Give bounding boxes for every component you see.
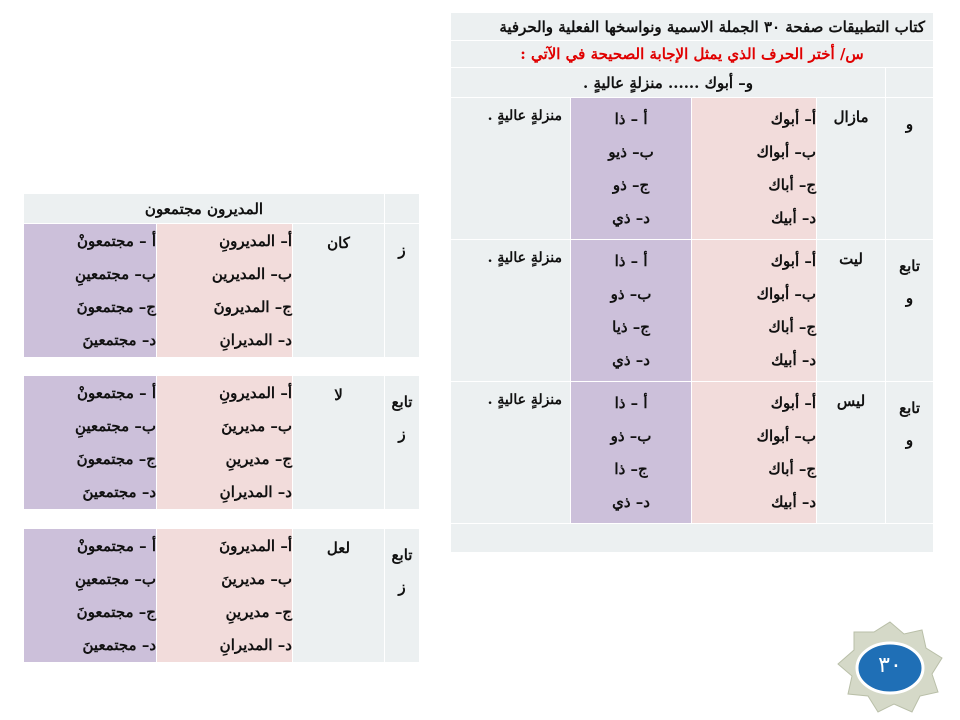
option-b: ب– ذيو — [608, 142, 654, 161]
option-a: د– المديرانِ — [219, 330, 292, 349]
options-predicate-cell — [24, 529, 157, 663]
row-key-cell — [886, 98, 934, 240]
option-a: ب– المديرين — [211, 264, 292, 283]
verb-cell: ليت — [817, 240, 886, 382]
options-dhu-cell — [571, 382, 692, 524]
option-a: ج– أباك — [768, 175, 817, 194]
option-a: د– أبيك — [771, 492, 817, 511]
row-key: ز — [398, 578, 406, 596]
option-a: ب– أبواك — [756, 426, 817, 445]
option-b: أ – ذا — [614, 109, 648, 128]
row-key: تابع — [391, 393, 413, 411]
row-key: و — [905, 431, 914, 449]
option-b: ب– مجتمعينِ — [75, 264, 156, 283]
option-a: ب– أبواك — [756, 142, 817, 161]
option-b: ج– مجتمعونَ — [76, 297, 156, 316]
row-key: تابع — [391, 546, 413, 564]
option-b: ج– ذا — [614, 459, 648, 478]
option-b: د– ذي — [612, 350, 650, 369]
row-key-cell — [385, 224, 420, 358]
option-a: د– أبيك — [771, 208, 817, 227]
option-b: أ – مجتمعونْ — [76, 231, 156, 250]
options-dhu-cell — [571, 98, 692, 240]
option-a: أ– أبوك — [770, 393, 817, 412]
option-a: ج– أباك — [768, 459, 817, 478]
option-b: ج– ذو — [612, 175, 650, 194]
verb-cell: لعل — [293, 529, 385, 663]
options-predicate-cell — [24, 224, 157, 358]
option-b: أ – ذا — [614, 393, 648, 412]
option-b: ب– ذو — [610, 426, 652, 445]
option-b: ج– مجتمعونَ — [76, 449, 156, 468]
option-b: د– مجتمعينَ — [82, 482, 156, 501]
option-b: ج– ذيا — [612, 317, 650, 336]
question-row — [451, 98, 934, 240]
option-a: د– المديرانِ — [219, 635, 292, 654]
row-key: ز — [398, 241, 406, 259]
option-a: ب– مديرينَ — [221, 416, 292, 435]
left-question-table — [23, 223, 420, 358]
options-noun-cell — [692, 382, 817, 524]
option-a: ج– مديرينِ — [225, 602, 292, 621]
main-title: كتاب التطبيقات صفحة ٣٠ الجملة الاسمية ونواسخها الفعلية والحرفية — [451, 13, 934, 41]
row-key: و — [905, 115, 914, 133]
options-noun-cell — [692, 240, 817, 382]
option-a: د– المديرانِ — [219, 482, 292, 501]
footer-empty-row — [451, 524, 934, 553]
left-question-table — [23, 528, 420, 663]
row-key: تابع — [899, 257, 920, 275]
option-b: ب– مجتمعينِ — [75, 416, 156, 435]
option-a: أ– أبوك — [770, 109, 817, 128]
empty-cell — [385, 194, 420, 224]
option-a: د– أبيك — [771, 350, 817, 369]
verb-cell: لا — [293, 376, 385, 510]
main-table — [450, 12, 934, 553]
empty-cell — [886, 68, 934, 98]
verb-cell: كان — [293, 224, 385, 358]
row-key: تابع — [899, 399, 920, 417]
row-key-cell — [886, 382, 934, 524]
options-noun-cell — [692, 98, 817, 240]
left-question-table — [23, 375, 420, 510]
question-row — [451, 382, 934, 524]
option-b: د– ذي — [612, 492, 650, 511]
option-a: ج– مديرينِ — [225, 449, 292, 468]
option-b: د– ذي — [612, 208, 650, 227]
answer-cell: منزلةٍ عاليةٍ . — [451, 382, 571, 524]
option-a: أ– أبوك — [770, 251, 817, 270]
option-b: ج– مجتمعونَ — [76, 602, 156, 621]
options-predicate-cell — [24, 376, 157, 510]
option-b: أ – مجتمعونْ — [76, 536, 156, 555]
row-key: و — [905, 289, 914, 307]
left-header: المديرون مجتمعون — [24, 194, 385, 224]
left-header-table — [23, 193, 420, 224]
option-b: د– مجتمعينَ — [82, 635, 156, 654]
options-subject-cell — [157, 376, 293, 510]
options-subject-cell — [157, 224, 293, 358]
row-key-cell — [385, 376, 420, 510]
row-key: ز — [398, 425, 406, 443]
option-b: ب– مجتمعينِ — [75, 569, 156, 588]
row-key-cell — [385, 529, 420, 663]
option-b: د– مجتمعينَ — [82, 330, 156, 349]
verb-cell: ليس — [817, 382, 886, 524]
question-row — [451, 240, 934, 382]
options-dhu-cell — [571, 240, 692, 382]
question-text: س/ أختر الحرف الذي يمثل الإجابة الصحيحة في الآتي : — [451, 41, 934, 68]
option-a: ج– المديرونَ — [213, 297, 292, 316]
page-number-badge — [834, 620, 946, 714]
option-a: أ– المديرونِ — [219, 383, 292, 402]
option-b: ب– ذو — [610, 284, 652, 303]
option-a: ج– أباك — [768, 317, 817, 336]
page-number: ٣٠ — [878, 653, 902, 678]
sentence: و– أبوك ...... منزلةٍ عاليةٍ . — [451, 68, 886, 98]
answer-cell: منزلةٍ عاليةٍ . — [451, 240, 571, 382]
verb-cell: مازال — [817, 98, 886, 240]
option-a: ب– مديرينَ — [221, 569, 292, 588]
option-a: أ– المديرونَ — [219, 536, 292, 555]
option-a: أ– المديرونِ — [219, 231, 292, 250]
option-b: أ – مجتمعونْ — [76, 383, 156, 402]
row-key-cell — [886, 240, 934, 382]
options-subject-cell — [157, 529, 293, 663]
option-a: ب– أبواك — [756, 284, 817, 303]
answer-cell: منزلةٍ عاليةٍ . — [451, 98, 571, 240]
option-b: أ – ذا — [614, 251, 648, 270]
